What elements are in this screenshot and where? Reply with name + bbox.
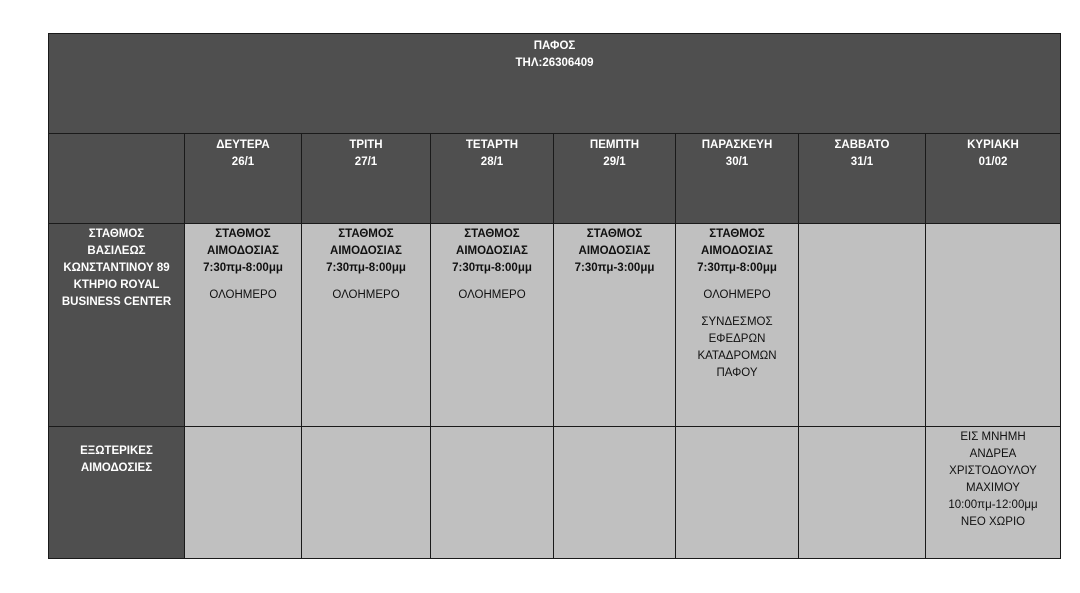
schedule-cell bbox=[676, 224, 799, 427]
cell-hours: 10:00πμ-12:00μμ bbox=[948, 499, 1038, 511]
day-date: 28/1 bbox=[480, 156, 504, 168]
day-name: ΚΥΡΙΑΚΗ bbox=[967, 139, 1019, 151]
schedule-cell-empty bbox=[554, 427, 676, 559]
schedule-cell-empty bbox=[926, 224, 1061, 427]
day-name: ΠΕΜΠΤΗ bbox=[589, 139, 640, 151]
schedule-cell-empty bbox=[302, 427, 431, 559]
day-header bbox=[302, 134, 431, 224]
day-name: ΣΑΒΒΑΤΟ bbox=[834, 139, 890, 151]
cell-extra: ΠΑΦΟΥ bbox=[716, 367, 758, 379]
day-header bbox=[431, 134, 554, 224]
day-name: ΤΡΙΤΗ bbox=[349, 139, 383, 151]
schedule-cell-empty bbox=[431, 427, 554, 559]
row-label-line: BUSINESS CENTER bbox=[61, 296, 172, 308]
day-date: 01/02 bbox=[978, 156, 1008, 168]
corner-cell bbox=[49, 134, 185, 224]
cell-line: ΕΙΣ ΜΝΗΜΗ bbox=[960, 431, 1026, 443]
cell-extra: ΣΥΝΔΕΣΜΟΣ bbox=[701, 316, 773, 328]
cell-hours: 7:30πμ-8:00μμ bbox=[452, 262, 532, 274]
cell-line: ΜΑΧΙΜΟΥ bbox=[966, 482, 1020, 494]
schedule-cell bbox=[554, 224, 676, 427]
cell-line: ΑΙΜΟΔΟΣΙΑΣ bbox=[330, 245, 402, 257]
cell-hours: 7:30πμ-8:00μμ bbox=[203, 262, 283, 274]
schedule-cell-empty bbox=[185, 427, 302, 559]
day-name: ΠΑΡΑΣΚΕΥΗ bbox=[701, 139, 773, 151]
row-label-line: ΑΙΜΟΔΟΣΙΕΣ bbox=[80, 462, 153, 474]
day-date: 29/1 bbox=[603, 156, 626, 168]
cell-note: ΟΛΟΗΜΕΡΟ bbox=[209, 289, 277, 301]
schedule-cell bbox=[302, 224, 431, 427]
cell-line: ΑΝΔΡΕΑ bbox=[969, 448, 1017, 460]
cell-hours: 7:30πμ-8:00μμ bbox=[326, 262, 406, 274]
day-header bbox=[799, 134, 926, 224]
row-label-line: ΣΤΑΘΜΟΣ bbox=[88, 228, 145, 240]
cell-line: ΣΤΑΘΜΟΣ bbox=[215, 228, 271, 240]
schedule-cell bbox=[431, 224, 554, 427]
day-header bbox=[676, 134, 799, 224]
cell-line: ΑΙΜΟΔΟΣΙΑΣ bbox=[578, 245, 651, 257]
cell-line: ΣΤΑΘΜΟΣ bbox=[586, 228, 643, 240]
row-label-line: ΒΑΣΙΛΕΩΣ bbox=[87, 245, 146, 257]
day-date: 30/1 bbox=[725, 156, 749, 168]
schedule-sheet bbox=[48, 33, 1060, 551]
phone-number: ΤΗΛ:26306409 bbox=[515, 57, 594, 69]
schedule-cell bbox=[185, 224, 302, 427]
cell-line: ΧΡΙΣΤΟΔΟΥΛΟΥ bbox=[949, 465, 1037, 477]
row-label-line: ΚΤΗΡΙΟ ROYAL bbox=[73, 279, 160, 291]
cell-note: ΟΛΟΗΜΕΡΟ bbox=[458, 289, 526, 301]
day-header bbox=[185, 134, 302, 224]
cell-hours: 7:30πμ-3:00μμ bbox=[574, 262, 655, 274]
title-cell bbox=[49, 34, 1061, 134]
cell-note: ΟΛΟΗΜΕΡΟ bbox=[332, 289, 400, 301]
row-label-line: ΚΩΝΣΤΑΝΤΙΝΟΥ 89 bbox=[63, 262, 170, 274]
row-label-station bbox=[49, 224, 185, 427]
day-date: 27/1 bbox=[354, 156, 378, 168]
schedule-cell bbox=[926, 427, 1061, 559]
cell-line: ΣΤΑΘΜΟΣ bbox=[338, 228, 394, 240]
schedule-cell-empty bbox=[799, 224, 926, 427]
row-label-external bbox=[49, 427, 185, 559]
row-label-line: ΕΞΩΤΕΡΙΚΕΣ bbox=[80, 445, 153, 457]
cell-line: ΣΤΑΘΜΟΣ bbox=[709, 228, 765, 240]
day-date: 31/1 bbox=[850, 156, 874, 168]
page-title: ΠΑΦΟΣ bbox=[533, 40, 576, 52]
cell-line: ΣΤΑΘΜΟΣ bbox=[464, 228, 520, 240]
day-header bbox=[926, 134, 1061, 224]
cell-location: ΝΕΟ ΧΩΡΙΟ bbox=[960, 516, 1026, 528]
cell-hours: 7:30πμ-8:00μμ bbox=[697, 262, 777, 274]
day-name: ΔΕΥΤΕΡΑ bbox=[216, 139, 270, 151]
cell-extra: ΚΑΤΑΔΡΟΜΩΝ bbox=[697, 350, 777, 362]
schedule-cell-empty bbox=[676, 427, 799, 559]
day-header bbox=[554, 134, 676, 224]
day-name: ΤΕΤΑΡΤΗ bbox=[465, 139, 519, 151]
schedule-cell-empty bbox=[799, 427, 926, 559]
day-date: 26/1 bbox=[231, 156, 255, 168]
schedule-table bbox=[48, 33, 1061, 559]
cell-extra: ΕΦΕΔΡΩΝ bbox=[708, 333, 766, 345]
cell-line: ΑΙΜΟΔΟΣΙΑΣ bbox=[456, 245, 528, 257]
cell-line: ΑΙΜΟΔΟΣΙΑΣ bbox=[207, 245, 279, 257]
cell-line: ΑΙΜΟΔΟΣΙΑΣ bbox=[701, 245, 773, 257]
cell-note: ΟΛΟΗΜΕΡΟ bbox=[703, 289, 771, 301]
